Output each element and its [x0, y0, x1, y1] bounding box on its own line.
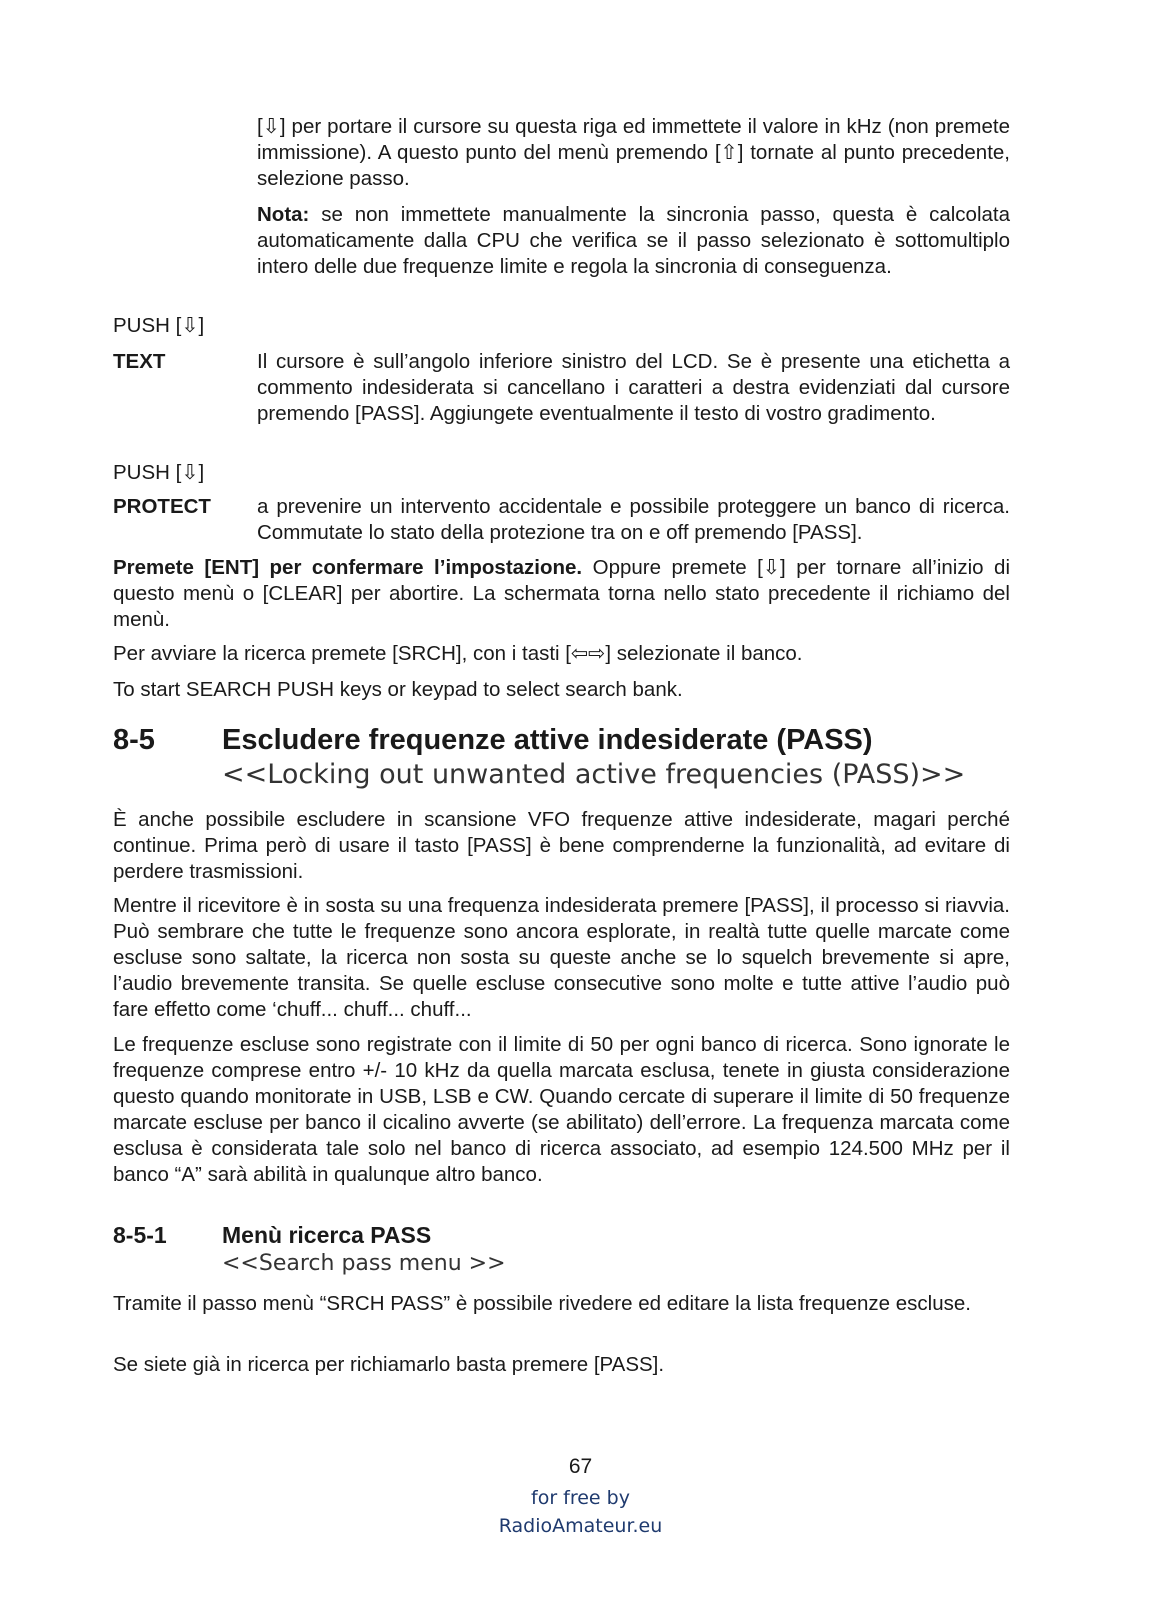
section-8-5-title: Escludere frequenze attive indesiderate (PASS) — [222, 724, 873, 756]
ent-text: Oppure premete [⇩] per tornare all’inizio di questo menù o [CLEAR] per abortire. La schermata torna nello stato precedente il richiamo del menù. — [113, 556, 1010, 631]
page-number: 67 — [568, 1455, 593, 1478]
push-label-2: PUSH [⇩] — [113, 461, 205, 484]
protect-label: PROTECT — [113, 495, 211, 518]
text-label: TEXT — [113, 350, 166, 373]
push-label-1: PUSH [⇩] — [113, 314, 205, 337]
ent-bold-text: Premete [ENT] per confermare l’impostazione. — [113, 556, 583, 579]
section-8-5-1-paragraph-2: Se siete già in ricerca per richiamarlo basta premere [PASS]. — [113, 1353, 665, 1376]
section-8-5-1-paragraph-1: Tramite il passo menù “SRCH PASS” è possibile rivedere ed editare la lista frequenze escluse. — [113, 1292, 971, 1315]
section-8-5-paragraph-3: Le frequenze escluse sono registrate con il limite di 50 per ogni banco di ricerca. Sono ignorate le frequenze comprese entro +/- 10 kHz da quella marcata esclusa, tenete in giusta considerazione questo quando monitorate in USB, LSB e CW. Quando cercate di superare il limite di 50 frequenze marcate escluse per banco il cicalino avverte (se abilitato) dell’errore. La frequenza marcata come esclusa è considerata tale solo nel banco di ricerca associato, ad esempio 124.500 MHz per il banco “A” sarà abilità in qualunque altro banco. — [113, 1033, 1010, 1186]
to-start-paragraph: To start SEARCH PUSH keys or keypad to select search bank. — [113, 678, 683, 701]
section-8-5-paragraph-1: È anche possibile escludere in scansione VFO frequenze attive indesiderate, magari perché continue. Prima però di usare il tasto [PASS] è bene comprenderne la funzionalità, ad evitare di perdere trasmissioni. — [113, 808, 1010, 883]
footer-line-1: for free by — [531, 1487, 630, 1509]
nota-text: se non immettete manualmente la sincronia passo, questa è calcolata automaticamente dalla CPU che verifica se il passo selezionato è sottomultiplo intero delle due frequenze limite e regola la sincronia di conseguenza. — [257, 203, 1010, 278]
ent-paragraph — [113, 555, 1010, 633]
nota-paragraph — [257, 202, 1010, 280]
footer-link[interactable]: RadioAmateur.eu — [498, 1515, 663, 1537]
section-8-5-paragraph-2: Mentre il ricevitore è in sosta su una frequenza indesiderata premere [PASS], il processo si riavvia. Può sembrare che tutte le frequenze sono ancora esplorate, in realtà tutte quelle marcate come escluse sono saltate, la ricerca non sosta su queste anche se lo squelch brevemente si apre, l’audio brevemente transita. Se quelle escluse consecutive sono molte e tutte attive l’audio può fare effetto come ‘chuff... chuff... chuff... — [113, 894, 1010, 1021]
section-8-5-1-title: Menù ricerca PASS — [222, 1222, 432, 1248]
intro-paragraph: [⇩] per portare il cursore su questa riga ed immettete il valore in kHz (non premete immissione). A questo punto del menù premendo [⇧] tornate al punto precedente, selezione passo. — [257, 115, 1010, 190]
protect-description: a prevenire un intervento accidentale e possibile proteggere un banco di ricerca. Commutate lo stato della protezione tra on e off premendo [PASS]. — [257, 495, 1010, 544]
text-description: Il cursore è sull’angolo inferiore sinistro del LCD. Se è presente una etichetta a commento indesiderata si cancellano i caratteri a destra evidenziati dal cursore premendo [PASS]. Aggiungete eventualmente il testo di vostro gradimento. — [257, 350, 1010, 425]
section-8-5-1-number: 8-5-1 — [113, 1222, 167, 1248]
avviare-paragraph: Per avviare la ricerca premete [SRCH], con i tasti [⇦⇨] selezionate il banco. — [113, 642, 803, 665]
section-8-5-1-subtitle: <<Search pass menu >> — [222, 1251, 506, 1276]
section-8-5-subtitle: <<Locking out unwanted active frequencies (PASS)>> — [222, 759, 966, 790]
section-8-5-number: 8-5 — [113, 724, 155, 756]
nota-label: Nota: — [257, 203, 310, 226]
